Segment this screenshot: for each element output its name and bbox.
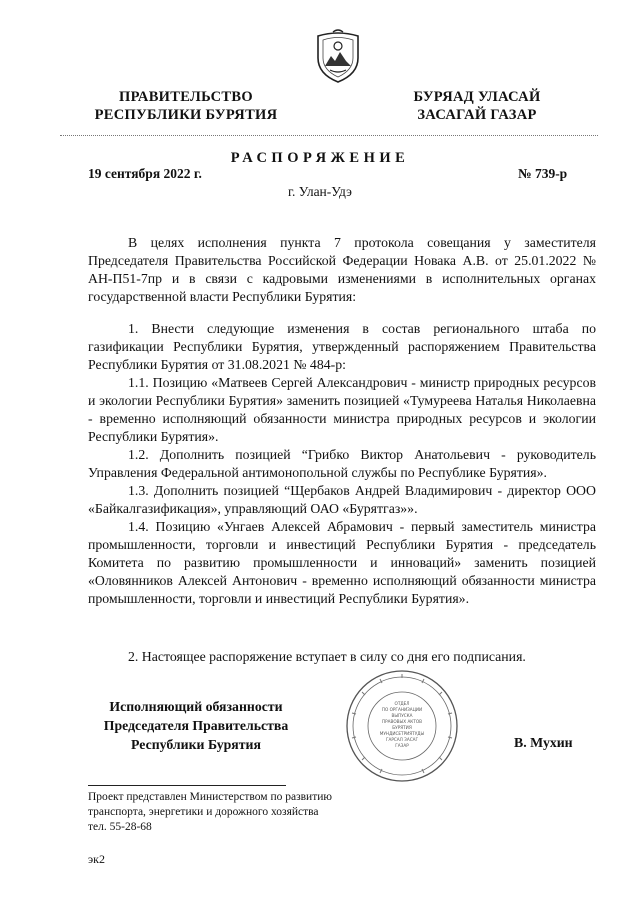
header-left-line-1: ПРАВИТЕЛЬСТВО xyxy=(119,89,253,105)
seal-line-8: ГАЗАР xyxy=(395,743,409,748)
document-title: РАСПОРЯЖЕНИЕ xyxy=(230,150,410,166)
item-1-1: 1.1. Позицию «Матвеев Сергей Александрович - министр природных ресурсов и экологии Республики Бурятия» заменить позицией «Тумуреева Наталья Николаевна - временно исполняющий обязанности министра природных ресурсов и экологии Республики Бурятия». xyxy=(88,375,596,444)
document-city: г. Улан-Удэ xyxy=(288,184,352,199)
seal-line-7: ГАРСАЛ ЗАСАГ xyxy=(385,737,419,742)
government-name-buryat xyxy=(392,88,562,124)
document-code: эк2 xyxy=(88,852,105,866)
document-number: № 739-р xyxy=(518,166,568,181)
intro-section xyxy=(88,234,596,306)
official-seal-icon xyxy=(344,668,460,784)
coat-of-arms-icon xyxy=(313,28,363,84)
signatory-position-line-3: Республики Бурятия xyxy=(131,737,261,752)
item-1-4: 1.4. Позицию «Унгаев Алексей Абрамович - первый заместитель министра промышленности, торговли и инвестиций Республики Бурятия - председатель Комитета по развитию промышленности и инноваций» заменить позицией «Оловянников Алексей Антонович - временно исполняющий обязанности министра промышленности, торговли и инвестиций Республики Бурятия». xyxy=(88,519,596,606)
footnote-rule xyxy=(88,785,286,786)
seal-line-1: ОТДЕЛ xyxy=(394,701,410,706)
items-section xyxy=(88,320,596,608)
item-2: 2. Настоящее распоряжение вступает в силу со дня его подписания. xyxy=(128,649,526,664)
document-date: 19 сентября 2022 г. xyxy=(88,166,202,181)
item-1-2: 1.2. Дополнить позицией “Грибко Виктор Анатольевич - руководитель Управления Федеральной антимонопольной службы по Республике Бурятия». xyxy=(88,447,596,480)
footnote-line-2: транспорта, энергетики и дорожного хозяйства xyxy=(88,806,319,818)
header-right-line-1: БУРЯАД УЛАСАЙ xyxy=(413,89,541,105)
item-1: 1. Внести следующие изменения в состав регионального штаба по газификации Республики Бурятия, утвержденный распоряжением Правительства Республики Бурятия от 31.08.2021 № 484-р: xyxy=(88,321,596,372)
item-1-3: 1.3. Дополнить позицией “Щербаков Андрей Владимирович - директор ООО «Байкалгазификация», управляющий ОАО «Бурятгаз»». xyxy=(88,483,596,516)
government-name-russian xyxy=(86,88,286,124)
signatory-position-line-1: Исполняющий обязанности xyxy=(109,699,283,714)
signatory-name: В. Мухин xyxy=(514,735,573,750)
footnote-line-1: Проект представлен Министерством по развитию xyxy=(88,791,332,803)
final-section xyxy=(88,648,596,666)
seal-line-4: ПРАВОВЫХ АКТОВ xyxy=(381,719,423,724)
header-left-line-2: РЕСПУБЛИКИ БУРЯТИЯ xyxy=(94,107,278,123)
footnote xyxy=(88,790,332,835)
intro-paragraph: В целях исполнения пункта 7 протокола совещания у заместителя Председателя Правительства Российской Федерации Новака А.В. от 25.01.2022 № АН-П51-7пр и в связи с кадровыми изменениями в исполнительных органах государственной власти Республики Бурятия: xyxy=(88,235,596,304)
seal-line-2: ПО ОРГАНИЗАЦИИ xyxy=(381,707,423,712)
seal-line-5: БУРЯТИЯ xyxy=(392,725,412,730)
header-separator xyxy=(60,135,598,136)
footnote-phone: тел. 55-28-68 xyxy=(88,821,152,833)
header-right-line-2: ЗАСАГАЙ ГАЗАР xyxy=(417,107,537,123)
seal-line-3: ВЫПУСКА xyxy=(391,713,413,718)
signatory-position xyxy=(86,697,306,754)
signatory-position-line-2: Председателя Правительства xyxy=(103,718,289,733)
seal-line-6: МУНДИСЕТРИЯТУДЫ xyxy=(379,731,425,736)
